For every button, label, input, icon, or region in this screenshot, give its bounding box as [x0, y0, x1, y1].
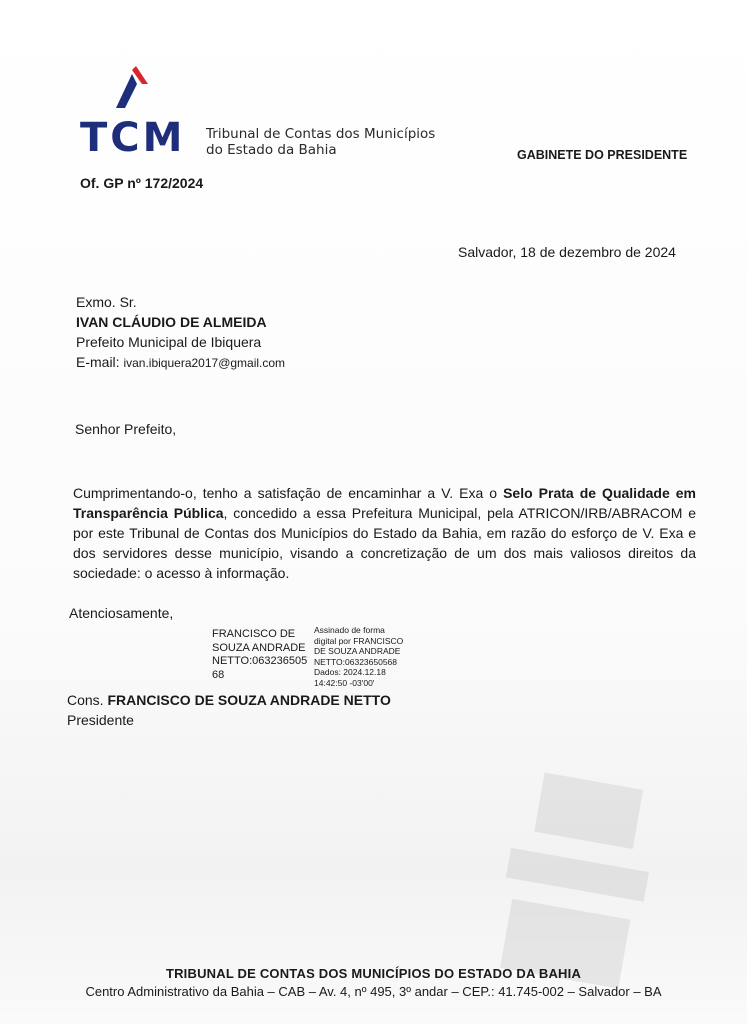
- digital-signature-details: Assinado de forma digital por FRANCISCO DE SOUZA ANDRADE NETTO:06323650568 Dados: 2024.12.18 14:42:50 -03'00': [314, 625, 404, 688]
- closing: Atenciosamente,: [69, 605, 174, 621]
- document-reference: Of. GP nº 172/2024: [80, 175, 204, 191]
- greeting: Senhor Prefeito,: [75, 421, 177, 437]
- award-name: Selo Prata de Qualidade em Transparência Pública: [73, 485, 696, 521]
- tcm-logo-text: TCM: [80, 115, 186, 161]
- institution-name: Tribunal de Contas dos Municípios do Estado da Bahia: [206, 126, 436, 158]
- footer-institution: TRIBUNAL DE CONTAS DOS MUNICÍPIOS DO ESTADO DA BAHIA: [165, 966, 582, 981]
- watermark-seal: [454, 685, 707, 1035]
- letter-body: Cumprimentando-o, tenho a satisfação de encaminhar a V. Exa o Selo Prata de Qualidade em Transparência Pública, concedido a essa Prefeitura Municipal, pela ATRICON/IRB/ABRACOM e por este Tribunal de Contas dos Municípios do Estado da Bahia, em razão do esforço de V. Exa e dos servidores desse município, visando a concretização de um dos mais valiosos direitos da sociedade: o acesso à informação.: [73, 485, 697, 581]
- date-line: Salvador, 18 de dezembro de 2024: [458, 244, 676, 260]
- recipient-name: IVAN CLÁUDIO DE ALMEIDA: [76, 314, 267, 330]
- recipient-email: E-mail: ivan.ibiquera2017@gmail.com: [76, 354, 286, 370]
- email-address: ivan.ibiquera2017@gmail.com: [123, 356, 286, 370]
- department-label: GABINETE DO PRESIDENTE: [517, 148, 688, 162]
- recipient-salutation: Exmo. Sr.: [76, 294, 137, 310]
- tcm-logo-icon: [112, 62, 164, 114]
- signer-title: Presidente: [67, 712, 134, 728]
- footer-address: Centro Administrativo da Bahia – CAB – Av. 4, nº 495, 3º andar – CEP.: 41.745-002 – Salvador – BA: [85, 984, 662, 999]
- signer-name: FRANCISCO DE SOUZA ANDRADE NETTO: [107, 692, 391, 708]
- digital-signature-name: FRANCISCO DE SOUZA ANDRADE NETTO:063236505 68: [212, 628, 308, 681]
- signer-block: Cons. FRANCISCO DE SOUZA ANDRADE NETTO Presidente: [67, 692, 391, 728]
- recipient-role: Prefeito Municipal de Ibiquera: [76, 334, 262, 350]
- recipient-block: [76, 292, 285, 373]
